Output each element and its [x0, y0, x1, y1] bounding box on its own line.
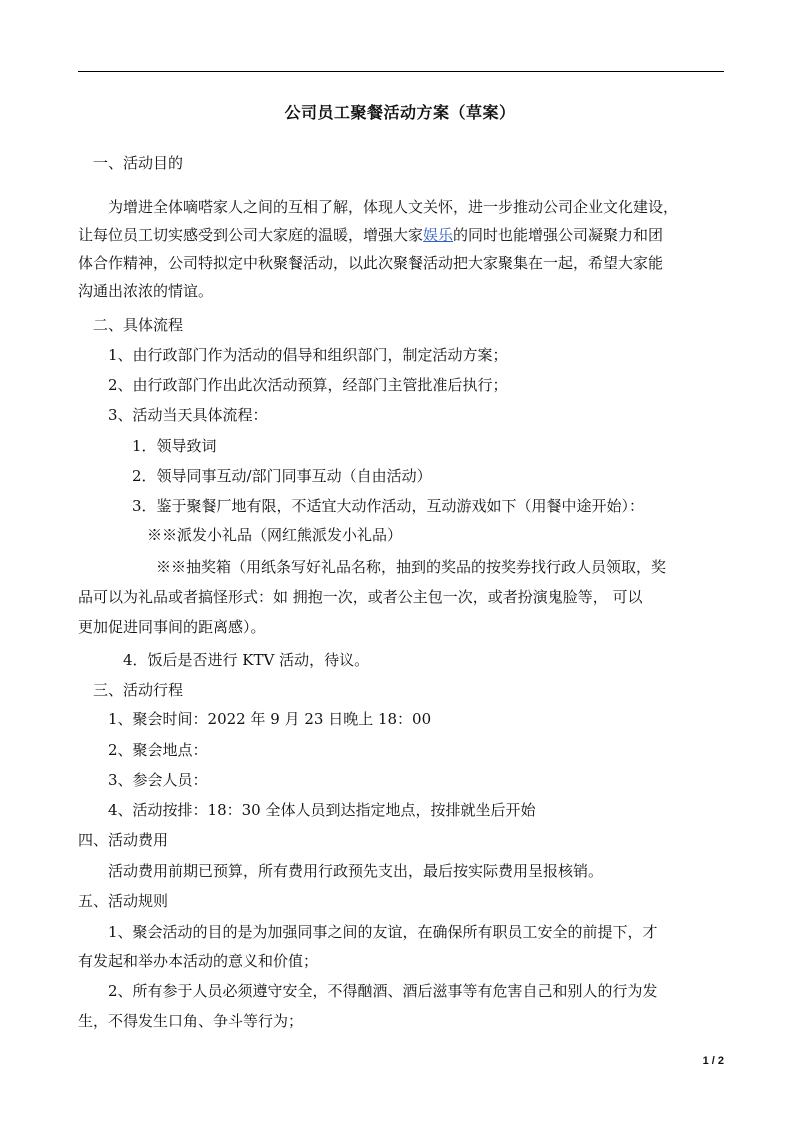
paragraph-line: 体合作精神，公司特拟定中秋聚餐活动，以此次聚餐活动把大家聚集在一起，希望大家能	[78, 254, 664, 272]
section-heading-cost: 四、活动费用	[78, 831, 169, 849]
list-item: 1、聚会时间：2022 年 9 月 23 日晚上 18：00	[108, 710, 432, 728]
paragraph-line: 为增进全体嘀嗒家人之间的互相了解，体现人文关怀，进一步推动公司企业文化建设，	[108, 198, 679, 216]
list-item: 2、由行政部门作出此次活动预算，经部门主管批准后执行；	[108, 376, 508, 394]
list-item: 3、参会人员：	[108, 771, 208, 789]
paragraph-line: 更加促进同事间的距离感）。	[78, 618, 266, 636]
entertainment-link[interactable]: 娱乐	[423, 226, 454, 244]
list-item: 2、聚会地点：	[108, 741, 208, 759]
document-title: 公司员工聚餐活动方案（草案）	[284, 103, 516, 122]
paragraph-line: 生，不得发生口角、争斗等行为；	[78, 1012, 304, 1030]
list-item: 1、由行政部门作为活动的倡导和组织部门，制定活动方案；	[108, 346, 508, 364]
paragraph-text: 的同时也能增强公司凝聚力和团	[453, 226, 664, 244]
paragraph-line: 活动费用前期已预算，所有费用行政预先支出，最后按实际费用呈报核销。	[108, 862, 604, 880]
paragraph-line	[78, 225, 663, 245]
bullet-item: ※※派发小礼品（网红熊派发小礼品）	[147, 526, 403, 544]
section-heading-purpose: 一、活动目的	[93, 154, 184, 172]
sub-list-item: 1．领导致词	[132, 437, 217, 455]
list-item: 2、所有参于人员必须遵守安全，不得酗酒、酒后滋事等有危害自己和别人的行为发	[108, 982, 658, 1000]
section-heading-rules: 五、活动规则	[78, 892, 169, 910]
list-item: 3、活动当天具体流程：	[108, 406, 268, 424]
list-item: 1、聚会活动的目的是为加强同事之间的友谊，在确保所有职员工安全的前提下，才	[108, 923, 658, 941]
paragraph-line: 沟通出浓浓的情谊。	[78, 282, 214, 300]
section-heading-process: 二、具体流程	[93, 316, 184, 334]
sub-list-item: 2．领导同事互动/部门同事互动（自由活动）	[132, 467, 432, 485]
list-item: 4、活动按排：18：30 全体人员到达指定地点，按排就坐后开始	[108, 801, 536, 819]
bullet-item: ※※抽奖箱（用纸条写好礼品名称，抽到的奖品的按奖券找行政人员领取，奖	[156, 558, 667, 576]
paragraph-line: 品可以为礼品或者搞怪形式：如 拥抱一次，或者公主包一次，或者扮演鬼脸等， 可以	[78, 588, 643, 606]
section-heading-schedule: 三、活动行程	[93, 681, 184, 699]
sub-list-item: 3．鉴于聚餐厂地有限，不适宜大动作活动，互动游戏如下（用餐中途开始）：	[132, 497, 645, 515]
header-rule	[78, 71, 724, 72]
paragraph-line: 有发起和举办本活动的意义和价值；	[78, 952, 319, 970]
page-number: 1 / 2	[702, 1055, 724, 1067]
sub-list-item: 4．饭后是否进行 KTV 活动，待议。	[123, 651, 370, 669]
paragraph-text: 让每位员工切实感受到公司大家庭的温暖，增强大家	[78, 226, 424, 244]
